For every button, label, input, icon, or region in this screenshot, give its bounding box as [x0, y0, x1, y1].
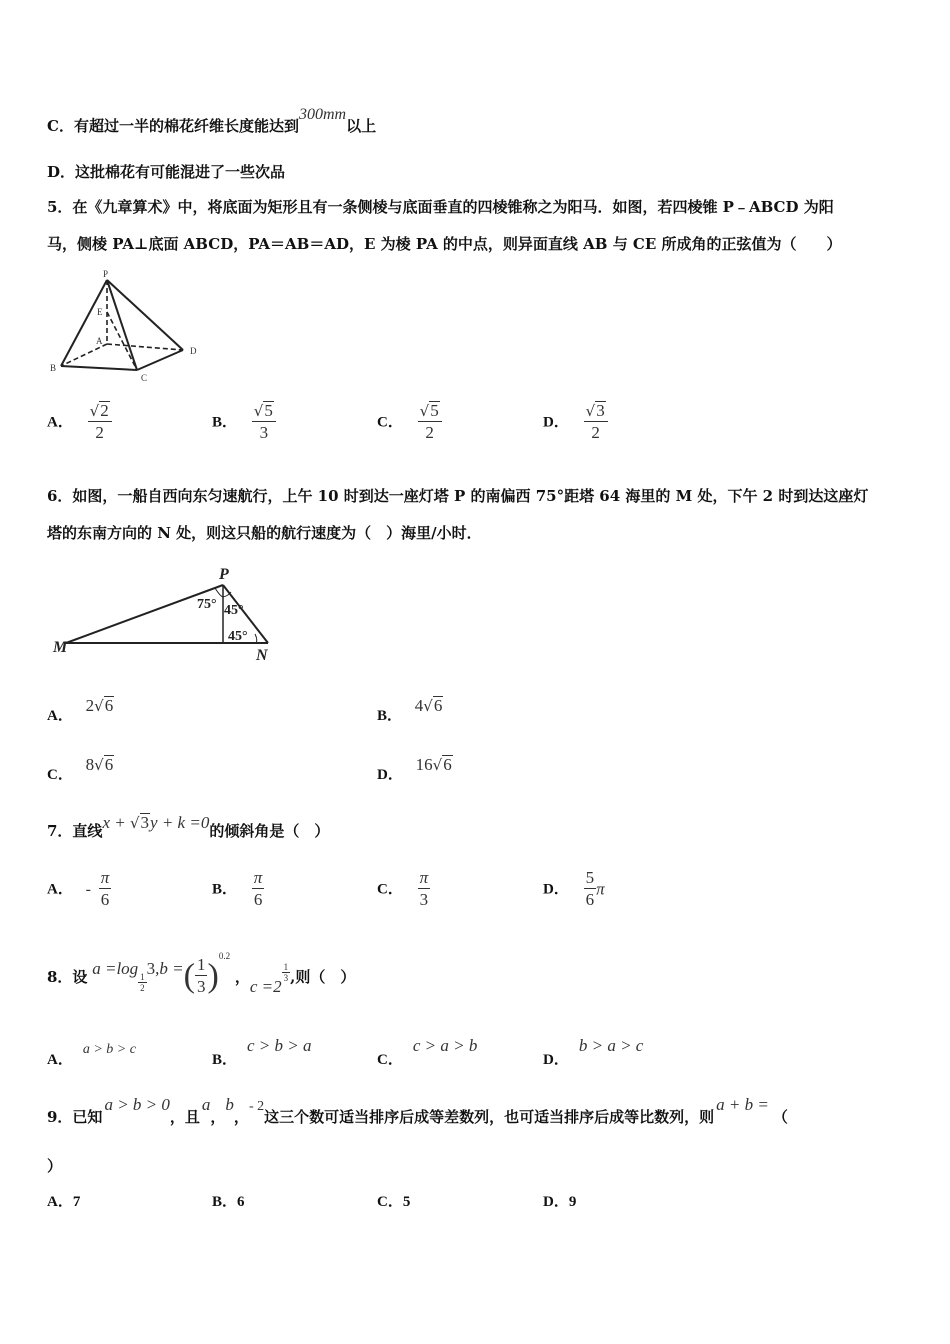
q9-b: b	[225, 1095, 234, 1114]
q5-option-a-label: A．	[47, 414, 73, 431]
angle-45-bottom: 45°	[228, 629, 248, 644]
label-n: N	[256, 647, 268, 662]
q9-mid2: 这三个数可适当排序后成等差数列，也可适当排序后成等比数列，则	[264, 1108, 715, 1126]
q6-c-rad: 6	[104, 755, 114, 774]
q8-b-num: 1	[196, 955, 206, 974]
q5-option-a: A． $\frac{√2}{2}$	[47, 401, 112, 444]
q4-option-c-math: 300mm	[298, 106, 347, 123]
edge-ce	[107, 312, 137, 370]
q7-d-tail: π	[596, 879, 605, 899]
q7-b-num: π	[253, 868, 263, 887]
q6-c-coef: 8	[85, 755, 95, 774]
q9-option-a-val: 7	[72, 1194, 81, 1210]
q9-option-d-label: D．	[543, 1194, 569, 1210]
q8-option-b	[212, 1035, 312, 1068]
q8-log-base-den: 2	[140, 983, 145, 993]
q8-a-expr: a =log	[92, 958, 139, 978]
q4-option-d: D．这批棉花有可能混进了一些次品	[47, 163, 286, 181]
q6-option-c-label: C．	[47, 767, 73, 783]
q8-option-c-label: C．	[377, 1052, 403, 1068]
angle-75: 75°	[197, 597, 217, 612]
q9-option-d-val: 9	[568, 1194, 577, 1210]
q8-option-b-label: B．	[212, 1052, 238, 1068]
q7-pre: 7．直线	[47, 822, 103, 840]
edge-bc	[61, 366, 137, 370]
q9-cond: a > b > 0	[104, 1095, 170, 1114]
q6-ship-figure	[50, 562, 280, 662]
label-d: D	[190, 346, 197, 356]
q7-b-den: 6	[253, 890, 263, 909]
q6-stem-line2: 塔的东南方向的 N 处，则这只船的航行速度为（ ）海里/小时．	[47, 524, 482, 542]
q7-d-den: 6	[585, 890, 595, 909]
q5-pyramid-figure	[45, 268, 215, 388]
q5-stem-line2: 马，侧棱 PA⊥底面 ABCD，PA＝AB＝AD，E 为棱 PA 的中点，则异面直线 AB 与 CE 所成角的正弦值为（ ）	[47, 235, 842, 253]
q7-option-b-label: B．	[212, 881, 238, 898]
q9-option-a-label: A．	[47, 1194, 73, 1210]
q8-c-exp-num: 1	[283, 962, 289, 972]
q6-option-c: C． 8√6	[47, 755, 114, 783]
q5-d-den: 2	[591, 423, 600, 442]
q9-paren-open: （	[772, 1108, 788, 1126]
q8-b-exp: 0.2	[218, 951, 231, 961]
q4-option-c-post: 以上	[346, 117, 377, 135]
q7-option-a-label: A．	[47, 881, 73, 898]
q5-option-d: D． $\frac{√3}{2}$	[543, 401, 608, 444]
q9-pre: 9．已知	[47, 1108, 103, 1126]
q6-option-d: D． 16√6	[377, 755, 452, 783]
q8-option-d-label: D．	[543, 1052, 569, 1068]
q8-d-expr-opt: b > a > c	[578, 1036, 644, 1055]
label-b: B	[50, 363, 57, 373]
q6-option-b: B． 4√6	[377, 696, 443, 724]
q8-pre: 8．设	[47, 968, 88, 986]
q9-ask: a + b =	[716, 1095, 769, 1114]
line-mp	[66, 585, 223, 643]
q9-option-b	[212, 1190, 245, 1211]
label-p: P	[219, 566, 229, 583]
q9-paren-close: ）	[47, 1157, 63, 1175]
q8-a-expr-opt: a > b > c	[82, 1042, 136, 1057]
q7-c-den: 3	[419, 890, 429, 909]
q7-a-den: 6	[100, 890, 110, 909]
q9-comma: ，	[210, 1108, 226, 1126]
q8-c-expr-opt: c > a > b	[412, 1036, 478, 1055]
q6-option-d-label: D．	[377, 767, 403, 783]
q7-a-sign: -	[85, 880, 91, 898]
q8-a-arg: 3	[146, 958, 156, 978]
q9-option-c-label: C．	[377, 1194, 403, 1210]
q8-b-den: 3	[196, 977, 206, 996]
q5-b-rad: 5	[264, 401, 273, 420]
q8-option-a-label: A．	[47, 1052, 73, 1068]
edge-pb	[61, 280, 107, 366]
q6-d-coef: 16	[415, 755, 433, 774]
q8-b-expr-opt: c > b > a	[247, 1036, 312, 1055]
q6-option-a: A． 2√6	[47, 696, 114, 724]
q7-option-b	[212, 868, 264, 911]
label-a: A	[96, 336, 103, 346]
q8-c-exp-den: 3	[283, 973, 289, 983]
q8-option-d	[543, 1035, 644, 1068]
q7-option-c-label: C．	[377, 881, 403, 898]
q5-option-d-label: D．	[543, 414, 569, 431]
q4-option-c	[47, 106, 377, 136]
q6-b-coef: 4	[414, 696, 424, 715]
q7-eq-b: y + k =0	[150, 813, 210, 832]
q7-c-num: π	[419, 868, 429, 887]
label-c: C	[141, 373, 148, 383]
edge-ad	[107, 344, 183, 350]
q5-b-den: 3	[259, 423, 269, 442]
q5-option-c-label: C．	[377, 414, 403, 431]
q6-option-b-label: B．	[377, 708, 403, 724]
q5-option-c: C． $\frac{√5}{2}$	[377, 401, 442, 444]
q4-option-c-text: C．有超过一半的棉花纤维长度能达到	[47, 117, 299, 135]
q5-c-den: 2	[425, 423, 434, 442]
q5-stem-line1: 5．在《九章算术》中，将底面为矩形且有一条侧棱与底面垂直的四棱锥称之为阳马．如图，若四棱锥 P﹣ABCD 为阳	[47, 198, 834, 216]
q6-a-rad: 6	[104, 696, 114, 715]
q8-post: ,则（ ）	[290, 968, 356, 986]
q7-option-d	[543, 868, 605, 911]
q7-eq-a: x +	[102, 813, 130, 832]
q7-option-c	[377, 868, 430, 911]
q6-stem-line1: 6．如图，一船自西向东匀速航行，上午 10 时到达一座灯塔 P 的南偏西 75°距塔 64 海里的 M 处，下午 2 时到达这座灯	[47, 487, 869, 505]
q9-option-c-val: 5	[402, 1194, 411, 1210]
q6-b-rad: 6	[433, 696, 443, 715]
q6-option-a-label: A．	[47, 708, 73, 724]
q5-a-rad: 2	[100, 401, 109, 420]
q8-b-expr: ,b =	[155, 958, 184, 978]
q5-a-den: 2	[95, 423, 104, 442]
q9-option-d	[543, 1190, 576, 1211]
q7-stem: 7．直线x + √3y + k =0的倾斜角是（ ）	[47, 813, 330, 840]
q7-d-num: 5	[585, 868, 595, 887]
q5-d-rad: 3	[596, 401, 605, 420]
angle-45-top: 45°	[224, 603, 244, 618]
q9-option-b-label: B．	[212, 1194, 238, 1210]
q8-option-c	[377, 1035, 478, 1068]
q9-option-a	[47, 1190, 80, 1211]
q6-d-rad: 6	[443, 755, 452, 774]
q8-stem: 8．设 a =log $\frac{1}{2}$ 3,b =( $\frac{1}{3}$ )$^{0.2}$ ，c =2 $\frac{1}{3}$ ,则（ ）	[47, 951, 356, 996]
q9-neg2: - 2	[248, 1099, 265, 1114]
label-e: E	[97, 307, 103, 317]
q5-c-rad: 5	[430, 401, 439, 420]
q7-a-num: π	[100, 868, 110, 887]
q9-comma2: ，	[233, 1108, 249, 1126]
q6-a-coef: 2	[85, 696, 95, 715]
edge-cd	[137, 350, 183, 370]
q8-log-base-num: 1	[140, 972, 145, 982]
q5-option-b-label: B．	[212, 414, 238, 431]
q7-eq-rad: 3	[140, 813, 150, 832]
q9-option-c	[377, 1190, 410, 1211]
q7-option-a	[47, 868, 111, 911]
q5-option-b: B． $\frac{√5}{3}$	[212, 401, 276, 444]
label-m: M	[53, 639, 68, 656]
q7-option-d-label: D．	[543, 881, 569, 898]
q9-stem	[47, 1094, 788, 1126]
q9-a: a	[201, 1095, 211, 1114]
q8-c-expr: c =2	[249, 976, 282, 996]
label-p: P	[103, 269, 109, 279]
q9-mid1: ，且	[169, 1108, 200, 1126]
q8-option-a	[47, 1037, 136, 1068]
q9-option-b-val: 6	[237, 1194, 245, 1210]
q7-post: 的倾斜角是（ ）	[209, 822, 330, 840]
